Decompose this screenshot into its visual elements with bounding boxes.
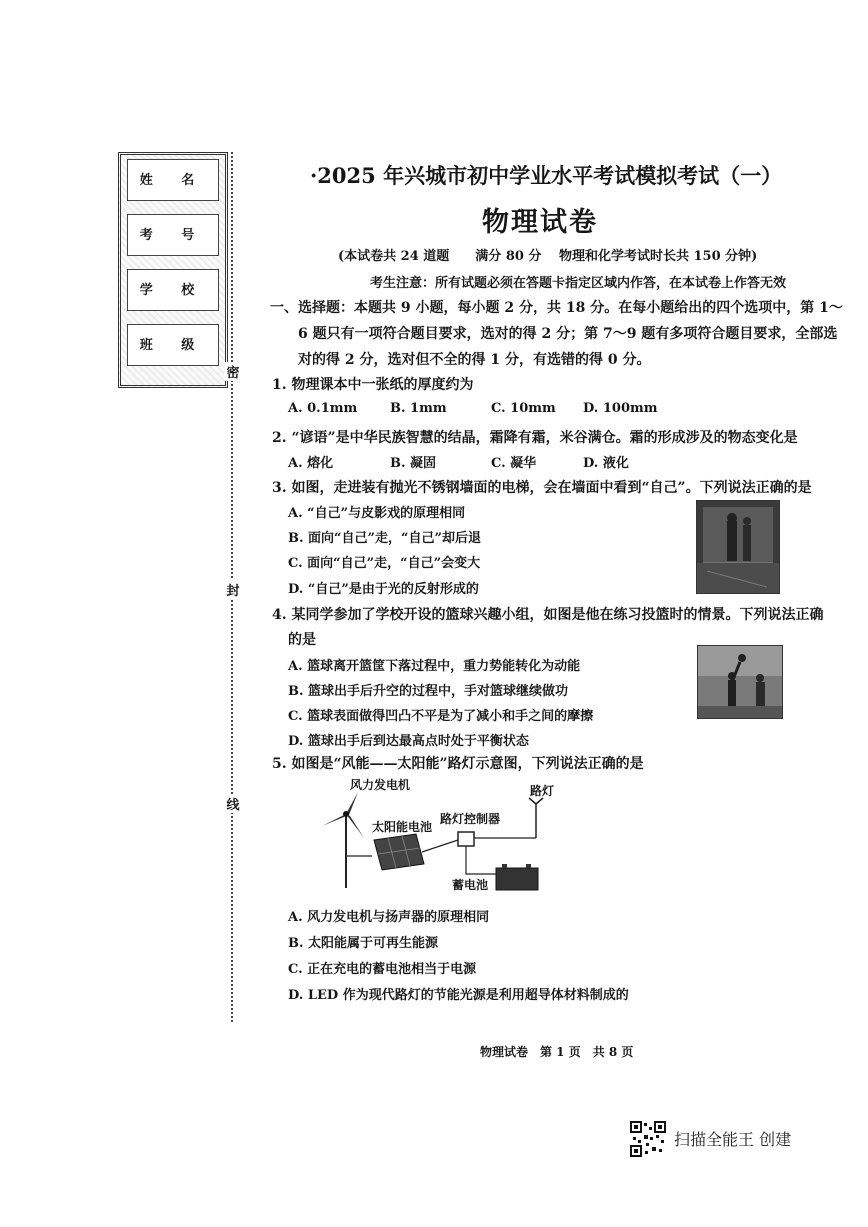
qr-code-icon bbox=[630, 1121, 666, 1157]
school-label: 学 校 bbox=[139, 283, 207, 298]
q2-option-b[interactable]: B. 凝固 bbox=[390, 456, 437, 471]
q5-stem: 5. 如图是“风能——太阳能”路灯示意图，下列说法正确的是 bbox=[272, 756, 644, 772]
school-field[interactable] bbox=[127, 269, 219, 311]
q2-option-a[interactable]: A. 熔化 bbox=[288, 456, 334, 471]
subject-title: 物理试卷 bbox=[482, 207, 598, 238]
q1-option-c[interactable]: C. 10mm bbox=[491, 401, 556, 416]
q1-stem: 1. 物理课本中一张纸的厚度约为 bbox=[272, 377, 474, 393]
diagram-label-solar: 太阳能电池 bbox=[372, 820, 433, 834]
q3-option-a[interactable]: A. “自己”与皮影戏的原理相同 bbox=[288, 506, 466, 521]
q5-option-c[interactable]: C. 正在充电的蓄电池相当于电源 bbox=[288, 962, 477, 977]
exam-notice: 考生注意：所有试题必须在答题卡指定区域内作答，在本试卷上作答无效 bbox=[370, 276, 787, 291]
seal-char-xian: 线 bbox=[224, 794, 242, 813]
q4-option-a[interactable]: A. 篮球离开篮筐下落过程中，重力势能转化为动能 bbox=[288, 659, 581, 674]
q3-option-c[interactable]: C. 面向“自己”走，“自己”会变大 bbox=[288, 556, 481, 571]
q4-option-c[interactable]: C. 篮球表面做得凹凸不平是为了减小和手之间的摩擦 bbox=[288, 709, 594, 724]
class-label: 班 级 bbox=[139, 338, 207, 353]
exam-info: (本试卷共 24 道题 满分 80 分 物理和化学考试时长共 150 分钟) bbox=[338, 249, 758, 264]
q5-option-a[interactable]: A. 风力发电机与扬声器的原理相同 bbox=[288, 910, 490, 925]
scanner-watermark: 扫描全能王 创建 bbox=[674, 1130, 792, 1149]
name-label: 姓 名 bbox=[139, 173, 207, 188]
diagram-label-battery: 蓄电池 bbox=[452, 878, 489, 892]
q4-stem-line1: 4. 某同学参加了学校开设的篮球兴趣小组，如图是他在练习投篮时的情景。下列说法正确 bbox=[272, 607, 824, 623]
q5-option-d[interactable]: D. LED 作为现代路灯的节能光源是利用超导体材料制成的 bbox=[288, 988, 629, 1003]
q4-option-d[interactable]: D. 篮球出手后到达最高点时处于平衡状态 bbox=[288, 734, 529, 749]
name-field[interactable] bbox=[127, 159, 219, 201]
q2-stem: 2. “谚语”是中华民族智慧的结晶，霜降有霜，米谷满仓。霜的形成涉及的物态变化是 bbox=[272, 430, 798, 446]
elevator-mirror-photo bbox=[696, 500, 780, 594]
q2-option-d[interactable]: D. 液化 bbox=[583, 456, 629, 471]
q1-option-a[interactable]: A. 0.1mm bbox=[288, 401, 358, 416]
diagram-label-controller: 路灯控制器 bbox=[440, 812, 501, 826]
q5-option-b[interactable]: B. 太阳能属于可再生能源 bbox=[288, 936, 439, 951]
seal-char-mi: 密 bbox=[224, 362, 242, 381]
seal-char-feng: 封 bbox=[224, 580, 242, 599]
q3-stem: 3. 如图，走进装有抛光不锈钢墙面的电梯，会在墙面中看到“自己”。下列说法正确的是 bbox=[272, 480, 812, 496]
wind-solar-streetlight-diagram bbox=[314, 776, 564, 898]
section1-line2: 6 题只有一项符合题目要求，选对的得 2 分；第 7～9 题有多项符合题目要求，全部选 bbox=[298, 326, 838, 342]
q1-option-b[interactable]: B. 1mm bbox=[390, 401, 447, 416]
q1-option-d[interactable]: D. 100mm bbox=[583, 401, 658, 416]
class-field[interactable] bbox=[127, 324, 219, 366]
diagram-label-wind: 风力发电机 bbox=[350, 778, 411, 792]
exam-number-label: 考 号 bbox=[139, 228, 207, 243]
exam-title: ·2025 年兴城市初中学业水平考试模拟考试（一） bbox=[310, 163, 783, 188]
q3-option-b[interactable]: B. 面向“自己”走，“自己”却后退 bbox=[288, 531, 481, 546]
q2-option-c[interactable]: C. 凝华 bbox=[491, 456, 537, 471]
section1-line1: 一、选择题：本题共 9 小题，每小题 2 分，共 18 分。在每小题给出的四个选项中，第 1～ bbox=[270, 300, 843, 316]
basketball-photo bbox=[697, 645, 783, 719]
page-footer: 物理试卷 第 1 页 共 8 页 bbox=[480, 1045, 634, 1059]
q3-option-d[interactable]: D. “自己”是由于光的反射形成的 bbox=[288, 582, 479, 597]
diagram-label-lamp: 路灯 bbox=[530, 784, 555, 798]
q4-stem-line2: 的是 bbox=[288, 632, 316, 648]
exam-number-field[interactable] bbox=[127, 214, 219, 256]
student-info-box bbox=[118, 152, 228, 388]
section1-line3: 对的得 2 分，选对但不全的得 1 分，有选错的得 0 分。 bbox=[298, 352, 651, 368]
q4-option-b[interactable]: B. 篮球出手后升空的过程中，手对篮球继续做功 bbox=[288, 684, 569, 699]
